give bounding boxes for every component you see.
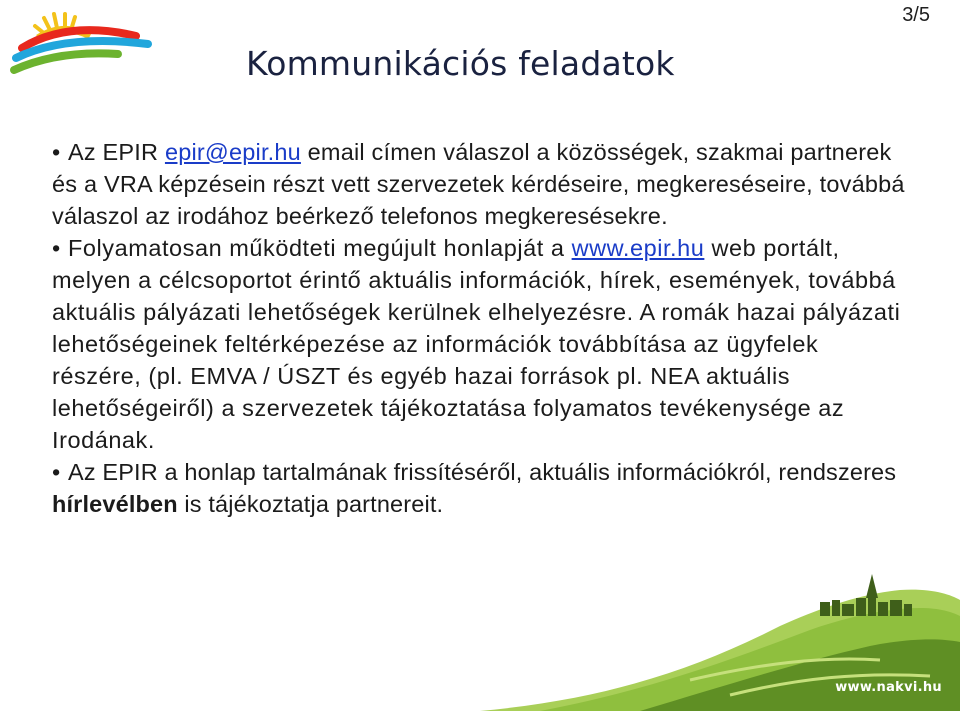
bullet-item-email xyxy=(52,136,912,232)
bullet-item-website xyxy=(52,232,912,456)
slide-title: Kommunikációs feladatok xyxy=(246,44,675,83)
bullet-list xyxy=(52,136,912,520)
bullet-text-pre: Folyamatosan működteti megújult honlapját a xyxy=(68,235,572,261)
page-number: 3/5 xyxy=(902,4,930,26)
website-link[interactable]: www.epir.hu xyxy=(571,235,705,261)
bullet-text-post: is tájékoztatja partnereit. xyxy=(177,491,444,517)
bullet-symbol: • xyxy=(52,139,61,165)
bullet-text-post: web portált, melyen a célcsoportot érintő aktuális információk, hírek, események, továbbá aktuális pályázati lehetőségek kerülnek elhelyezésre. A romák hazai pályázati lehetőségeinek feltérképezése az információk továbbítása az ügyfelek részére, (pl. EMVA / ÚSZT és egyéb hazai források pl. NEA aktuális lehetőségeiről) a szervezetek tájékoztatása folyamatos tevékenysége az Irodának. xyxy=(52,235,901,453)
bullet-symbol: • xyxy=(52,459,61,485)
bullet-text-post: email címen válaszol a közösségek, szakmai partnerek és a VRA képzésein részt vett szervezetek kérdéseire, megkereséseire, továbbá válaszol az irodához beérkező telefonos megkeresésekre. xyxy=(52,139,905,229)
bold-newsletter-word: hírlevélben xyxy=(52,491,178,517)
rainbow-sunrise-logo xyxy=(8,4,158,78)
bullet-text-pre: Az EPIR xyxy=(68,139,165,165)
bullet-symbol: • xyxy=(52,235,61,261)
email-link[interactable]: epir@epir.hu xyxy=(164,139,301,165)
bullet-text-pre: Az EPIR a honlap tartalmának frissítéséről, aktuális információkról, rendszeres xyxy=(68,459,897,485)
bullet-item-newsletter xyxy=(52,456,912,520)
footer-url: www.nakvi.hu xyxy=(835,680,942,695)
